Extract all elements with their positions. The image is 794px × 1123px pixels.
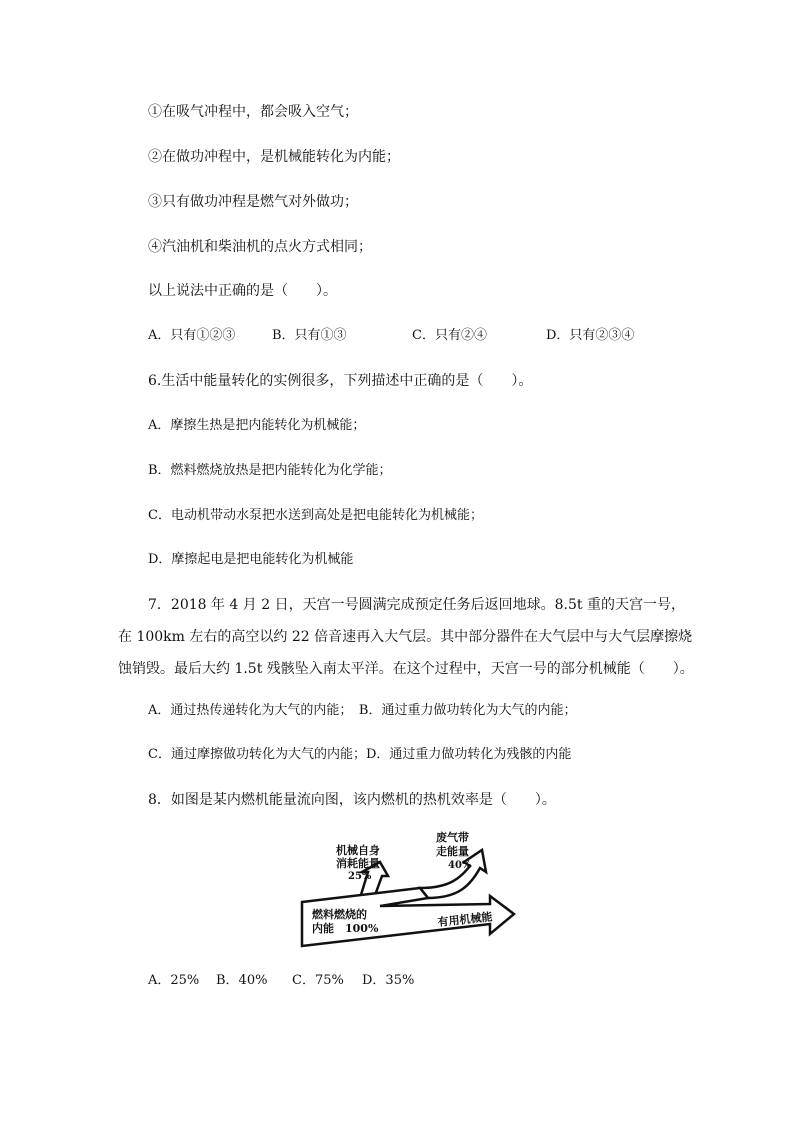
q5-option-b: B．只有①③ [272, 328, 347, 343]
q8-option-d: D．35% [362, 973, 415, 988]
q7-stem-line-3: 蚀销毁。最后大约 1.5t 残骸坠入南太平洋。在这个过程中，天宫一号的部分机械能（ ）。 [118, 661, 694, 677]
loss2-label-line2: 走能量 [436, 845, 469, 858]
q5-prompt: 以上说法中正确的是（ ）。 [148, 283, 337, 299]
q6-option-b: B．燃料燃烧放热是把内能转化为化学能； [148, 463, 392, 478]
q8-option-b: B．40% [216, 973, 268, 988]
q6-option-c: C．电动机带动水泵把水送到高处是把电能转化为机械能； [148, 508, 483, 523]
output-label: 有用机械能 [436, 910, 494, 929]
loss1-percent: 25% [348, 871, 372, 882]
statement-4: ④汽油机和柴油机的点火方式相同； [148, 239, 372, 255]
q6-option-d: D．摩擦起电是把电能转化为机械能 [148, 552, 354, 567]
input-label-line2: 内能 100% [312, 922, 379, 935]
q8-option-c: C．75% [292, 973, 344, 988]
q7-options-row-2: C．通过摩擦做功转化为大气的内能；D．通过重力做功转化为残骸的内能 [148, 747, 572, 762]
loss2-percent: 40% [448, 860, 472, 871]
statement-1: ①在吸气冲程中，都会吸入空气； [148, 104, 358, 120]
q8-stem: 8．如图是某内燃机能量流向图，该内燃机的热机效率是（ ）。 [148, 792, 556, 808]
loss2-label-line1: 废气带 [436, 831, 469, 844]
q7-stem-line-2: 在 100km 左右的高空以约 22 倍音速再入大气层。其中部分器件在大气层中与大气层摩擦烧 [118, 629, 693, 645]
q8-option-a: A．25% [148, 973, 200, 988]
input-label-line1: 燃料燃烧的 [312, 908, 367, 921]
statement-3: ③只有做功冲程是燃气对外做功； [148, 194, 358, 210]
loss1-label-line1: 机械自身 [336, 844, 380, 857]
q6-stem: 6.生活中能量转化的实例很多，下列描述中正确的是（ ）。 [148, 373, 533, 389]
q7-options-row-1: A．通过热传递转化为大气的内能； B．通过重力做功转化为大气的内能； [148, 703, 577, 718]
q6-option-a: A．摩擦生热是把内能转化为机械能； [148, 418, 366, 433]
q5-option-c: C．只有②④ [412, 328, 487, 343]
q5-option-d: D．只有②③④ [546, 328, 635, 343]
energy-flow-diagram [300, 826, 530, 952]
loss1-label-line2: 消耗能量 [336, 857, 380, 870]
statement-2: ②在做功冲程中，是机械能转化为内能； [148, 149, 400, 165]
q5-option-a: A．只有①②③ [148, 328, 236, 343]
q7-stem-line-1: 7．2018 年 4 月 2 日，天宫一号圆满完成预定任务后返回地球。8.5t 重的天宫一号， [148, 597, 685, 613]
